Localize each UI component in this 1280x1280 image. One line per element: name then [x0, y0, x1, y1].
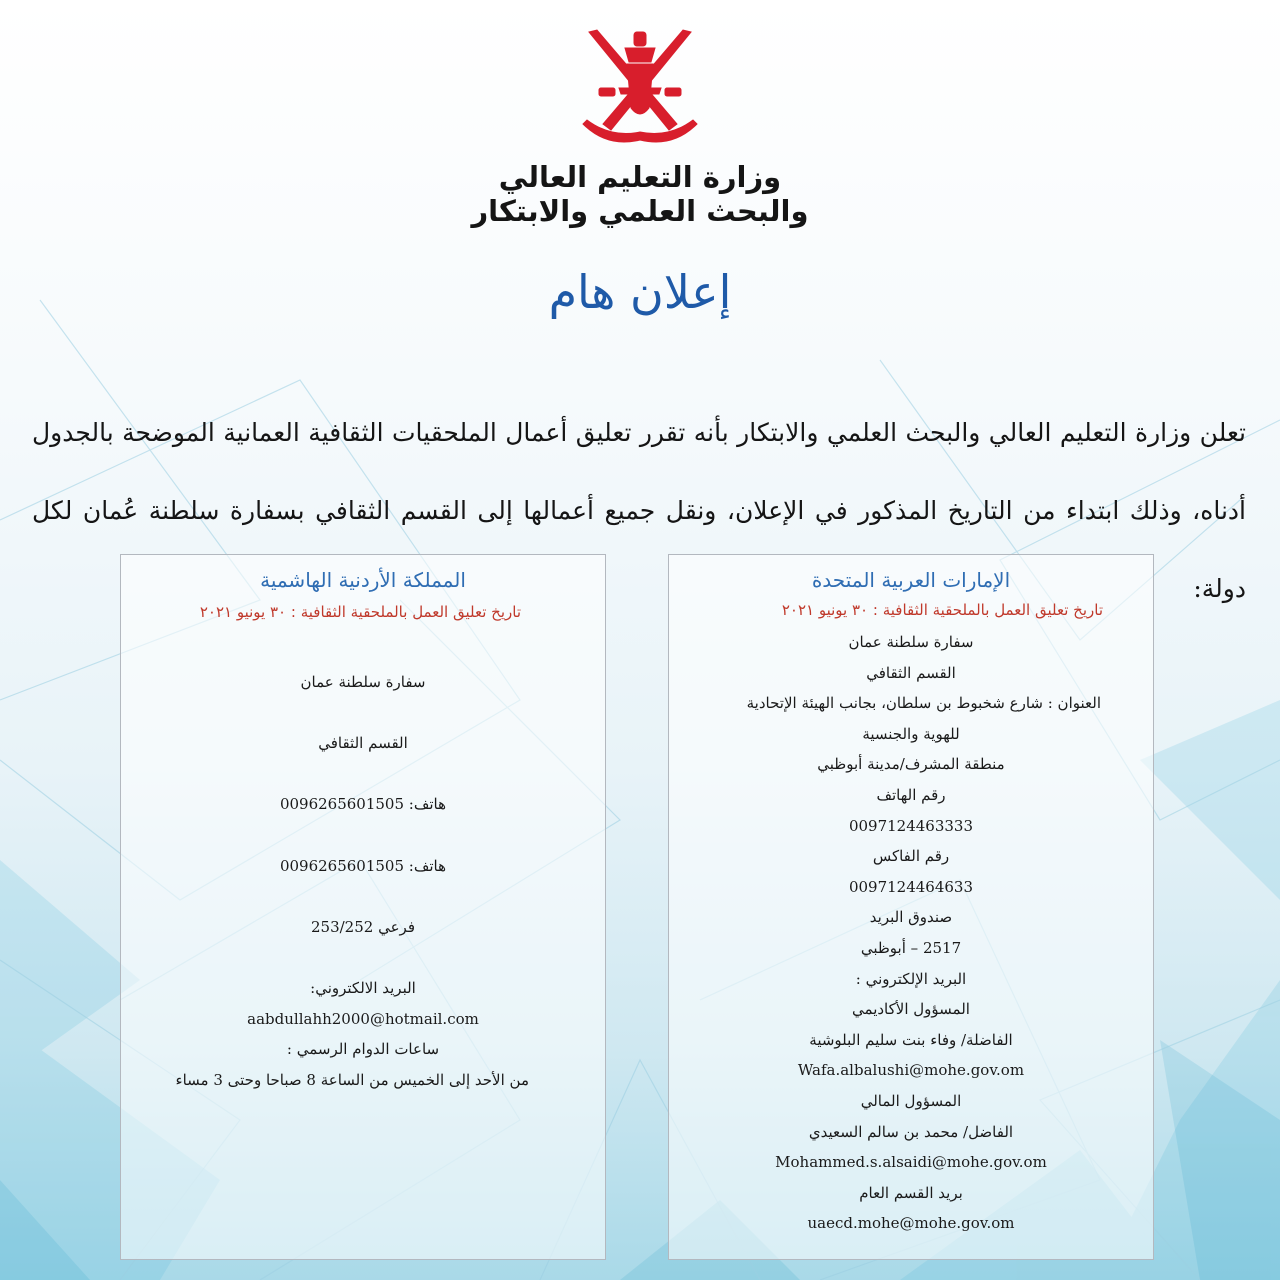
- uae-academic-name: الفاضلة/ وفاء بنت سليم البلوشية: [809, 1030, 1013, 1049]
- uae-attache-card: [668, 554, 1154, 1260]
- uae-general-label: بريد القسم العام: [859, 1183, 963, 1202]
- oman-national-emblem-icon: [577, 28, 703, 150]
- uae-email-label: البريد الإلكتروني :: [855, 969, 967, 988]
- ministry-name-line2: والبحث العلمي والابتكار: [471, 194, 809, 228]
- uae-suspension-date: تاريخ تعليق العمل بالملحقية الثقافية : ٣٠ يونيو ٢٠٢١: [781, 601, 1103, 619]
- jordan-email[interactable]: aabdullahh2000@hotmail.com: [247, 1009, 479, 1028]
- uae-phone-label: رقم الهاتف: [876, 785, 946, 804]
- jordan-section: القسم الثقافي: [318, 734, 408, 753]
- jordan-email-label: البريد الالكتروني:: [310, 978, 416, 997]
- uae-address-line1: العنوان : شارع شخبوط بن سلطان، بجانب الهيئة الإتحادية: [746, 694, 1101, 713]
- uae-academic-label: المسؤول الأكاديمي: [852, 1000, 970, 1019]
- ministry-name-line1: وزارة التعليم العالي: [498, 160, 782, 194]
- jordan-hours: من الأحد إلى الخميس من الساعة 8 صباحا وحتى 3 مساء: [175, 1070, 529, 1089]
- announcement-title: إعلان هام: [548, 265, 732, 319]
- uae-phone: 0097124463333: [848, 816, 974, 835]
- uae-finance-email[interactable]: Mohammed.s.alsaidi@mohe.gov.om: [775, 1153, 1047, 1172]
- uae-address-line2: للهوية والجنسية: [862, 724, 960, 743]
- uae-card-title: الإمارات العربية المتحدة: [811, 568, 1011, 592]
- uae-finance-name: الفاضل/ محمد بن سالم السعيدي: [808, 1122, 1014, 1141]
- jordan-attache-card: [120, 554, 606, 1260]
- announcement-body: تعلن وزارة التعليم العالي والبحث العلمي والابتكار بأنه تقرر تعليق أعمال الملحقيات الثقافية العمانية الموضحة بالجدول أدناه، وذلك ابتداء من التاريخ المذكور في الإعلان، ونقل جميع أعمالها إلى القسم الثقافي بسفارة سلطنة عُمان لكل دولة:: [32, 418, 1246, 603]
- jordan-phone2: هاتف: 0096265601505: [279, 856, 447, 875]
- uae-fax-label: رقم الفاكس: [872, 847, 950, 866]
- uae-finance-label: المسؤول المالي: [860, 1091, 962, 1110]
- uae-section: القسم الثقافي: [866, 663, 956, 682]
- jordan-hours-label: ساعات الدوام الرسمي :: [286, 1040, 440, 1059]
- uae-academic-email[interactable]: Wafa.albalushi@mohe.gov.om: [797, 1061, 1025, 1080]
- jordan-card-title: المملكة الأردنية الهاشمية: [260, 568, 466, 592]
- jordan-contact-details: [121, 667, 605, 1095]
- uae-address-line3: منطقة المشرف/مدينة أبوظبي: [817, 755, 1005, 774]
- uae-general-email[interactable]: uaecd.mohe@mohe.gov.om: [807, 1214, 1015, 1233]
- jordan-embassy: سفارة سلطنة عمان: [300, 673, 426, 691]
- jordan-extension: فرعي 253/252: [311, 917, 415, 936]
- uae-pobox-label: صندوق البريد: [869, 908, 953, 927]
- uae-pobox: 2517 – أبوظبي: [860, 938, 962, 957]
- ministry-name: [390, 160, 890, 228]
- jordan-suspension-date: تاريخ تعليق العمل بالملحقية الثقافية : ٣٠ يونيو ٢٠٢١: [199, 603, 521, 621]
- jordan-phone1: هاتف: 0096265601505: [279, 795, 447, 814]
- uae-contact-details: [669, 627, 1153, 1239]
- uae-fax: 0097124464633: [848, 877, 974, 896]
- uae-embassy: سفارة سلطنة عمان: [848, 633, 974, 651]
